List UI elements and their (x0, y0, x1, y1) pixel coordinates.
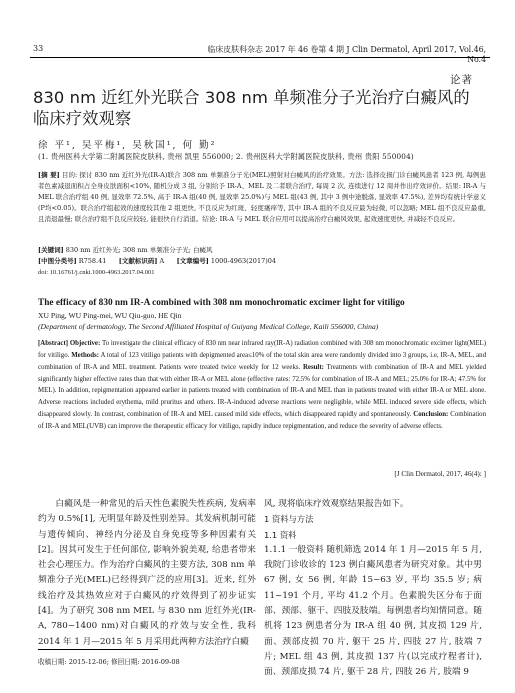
abstract-chinese (38, 170, 486, 225)
results-text: Treatments with combination of IR-A and MEL yielded significantly higher effective rates than that with either IR-A or MEL alone (effective rates: 72.5% for combination of IR-A and MEL; 25.0% for IR-A; 47.5% for MEL). In addition, repigmentation appeared earlier in patients treated with combination of IR-A and MEL than in patients treated with either IR-A or MEL alone. Adverse reactions included erythema, mild pruritus and others. IR-A-induced adverse reactions were negligible, while MEL induced severe side effects, which disappeared slowly. In contrast, combination of IR-A and MEL caused mild side effects, which disappeared rapidly and spontaneously. (38, 363, 486, 419)
abstract-zh-label: [摘 要] (38, 171, 60, 179)
article-title-english: The efficacy of 830 nm IR-A combined with 308 nm monochromatic excimer light for vitiligo (38, 298, 405, 308)
classification-line (38, 256, 276, 267)
doc-code-label: [文献标识码] (118, 257, 158, 265)
footnote-rule (38, 649, 158, 650)
doi: doi: 10.16761/j.cnki.1000-4963.2017.04.001 (38, 269, 155, 276)
clc-value: R758.41 (78, 257, 107, 265)
article-title-chinese: 830 nm 近红外光联合 308 nm 单频准分子光治疗白癜风的临床疗效观察 (33, 88, 470, 128)
abstract-zh-text: 目的: 探讨 830 nm 近红外光(IR-A)联合 308 nm 单频准分子光(MEL)照射对白癜风的治疗效果。方法: 选择皮损门诊白癜风患者 123 例, 每例患者色素减退面积占全身皮肤面积<10%, 随机分成 3 组, 分别给予 IR-A、MEL 及二者联合治疗, 每周 2 次, 连续进行 12 周并作出疗效评价。结果: IR-A 与 MEL 联合治疗组 40 例, 显效率 72.5%, 高于 IR-A 组(40 例, 显效率 25.0%)与 MEL 组(43 例, 其中 3 例中途脱落, 显效率 47.5%), 差异均有统计学意义(P均<0.05)。联合治疗组起效的速度较其他 2 组更快, 不良反应为红斑、轻度瘙痒等, 其中 IR-A 组的不良反应最为轻微, 可以忽略; MEL 组不良反应最重, 且消退最慢; 联合治疗组不良反应较轻, 能很快自行消退。结论: IR-A 与 MEL 联合应用可以提高治疗白癜风效果, 起效速度更快, 并减轻不良反应。 (38, 171, 486, 224)
keywords-zh-label: [关键词] (38, 246, 64, 254)
conclusion-text: Combination of IR-A and MEL(UVB) can improve the therapeutic efficacy for vitiligo, rapidly induce repigmentation, and reduce the severity of adverse effects. (38, 411, 487, 430)
authors-chinese: 徐 平¹, 吴平梅¹, 吴秋国¹, 何 勤² (38, 140, 217, 151)
keywords-chinese (38, 245, 213, 256)
citation-english: [J Clin Dermatol, 2017, 46(4): ] (394, 470, 486, 478)
keywords-zh-text: 830 nm 近红外光; 308 nm 单频准分子光; 白癜风 (65, 246, 213, 254)
intro-continuation: 风, 现将临床疗效观察结果报告如下。 (264, 499, 409, 509)
results-label: Result: (302, 363, 324, 371)
objective-label: Objective: (69, 340, 101, 347)
subsection-heading: 1.1 资料 (264, 529, 297, 540)
body-right-column (264, 497, 482, 681)
header-rule (30, 57, 490, 58)
affiliations-chinese: (1. 贵州医科大学第二附属医院皮肤科, 贵州 凯里 556000; 2. 贵州医科大学附属医院皮肤科, 贵州 贵阳 550004) (38, 152, 414, 161)
methods-label: Methods: (71, 351, 99, 359)
abstract-en-label: [Abstract] (38, 340, 69, 347)
section-heading: 1 资料与方法 (264, 514, 314, 525)
body-left-column: 白癜风是一种常见的后天性色素脱失性疾病, 发病率约为 0.5%[1], 无明显年龄及性别差异。其发病机制可能与遗传倾向、神经内分泌及自身免疫等多种因素有关[2]。因其可发生于任何部位, 影响外貌美观, 给患者带来社会心理压力。作为治疗白癜风的主要方法, 308 nm 单频准分子光(MEL)已经得到广泛的应用[3]。近来, 红外线治疗及其热效应对于白癜风的疗效得到了初步证实[4]。为了研究 308 nm MEL 与 830 nm 近红外光(IR-A, 780~1400 nm)对白癜风的疗效与安全性, 我科 2014 年 1 月—2015 年 5 月采用此两种方法治疗白癜 (38, 499, 256, 647)
general-data-paragraph: 1.1.1 一般资料 随机筛选 2014 年 1 月—2015 年 5 月, 我院门诊收诊的 123 例白癜风患者为研究对象。其中男 67 例, 女 56 例, 年龄 15~63 岁, 平均 35.5 岁; 病 11~191 个月, 平均 41.2 个月。色素脱失区分布于面部、颈部、躯干、四肢及肢端。每例患者均知情同意。随机将 123 例患者分为 IR-A 组 40 例, 其皮损 129 片, 面、颈部皮损 70 片, 躯干 25 片, 四肢 27 片, 肢端 7 片; MEL 组 43 例, 其皮损 137 片(以完成疗程者计), 面、颈部皮损 74 片, 躯干 28 片, 四肢 26 片, 肢端 9 (264, 544, 482, 678)
running-header: 临床皮肤科杂志 2017 年 46 卷第 4 期 J Clin Dermatol, April 2017, Vol.46, No.4 (207, 45, 486, 64)
methods-text: A total of 123 vitiligo patients with depigmented area≤10% of the total skin area were randomly divided into 3 groups, i.e, IR-A, MEL, and combination of IR-A and MEL treatment. Patients were treated twice weekly for 12 weeks. (38, 351, 486, 371)
affiliation-english: (Department of dermatology, The Second Affiliated Hospital of Guiyang Medical College, Kaili 556000, China) (38, 322, 379, 331)
footnote-dates: 收稿日期: 2015-12-06; 修回日期: 2016-09-08 (38, 658, 180, 666)
abstract-english (38, 338, 486, 433)
authors-english: XU Ping, WU Ping-mei, WU Qiu-guo, HE Qin (38, 311, 182, 320)
section-label: 论著 (450, 74, 473, 86)
objective-text: To investigate the clinical efficacy of 830 nm near infrared ray(IR-A) radiation combined with 308 nm monochromatic excimer light(MEL) for vitiligo. (38, 340, 487, 359)
doc-code-value: A (159, 257, 165, 265)
page-number: 33 (33, 44, 44, 53)
conclusion-label: Conclusion: (413, 411, 449, 419)
article-number-value: 1000-4963(2017)04 (210, 257, 277, 265)
clc-label: [中图分类号] (38, 257, 77, 265)
article-number-label: [文章编号] (176, 257, 209, 265)
